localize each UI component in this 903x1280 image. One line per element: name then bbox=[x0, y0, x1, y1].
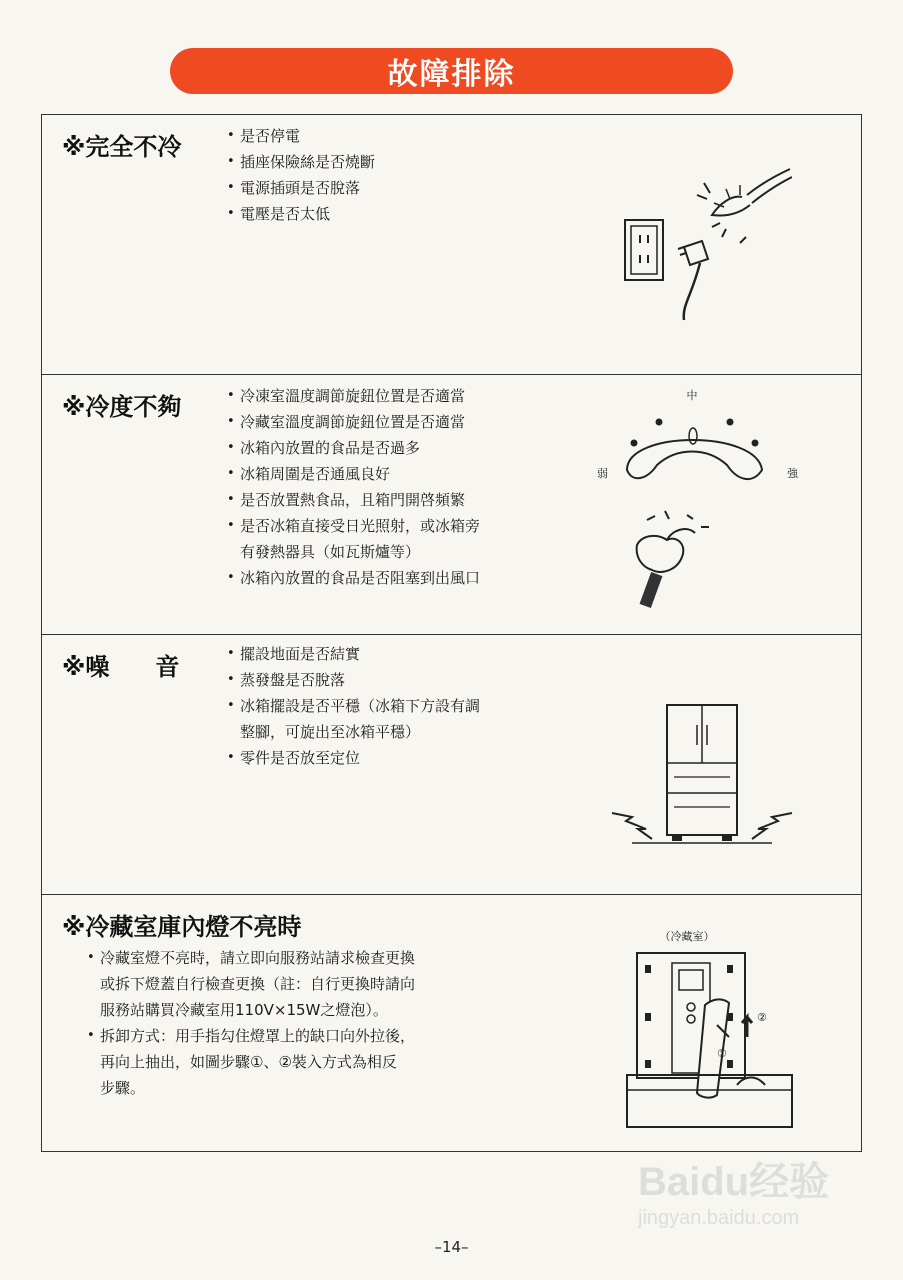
section-heading: ※完全不冷 bbox=[62, 133, 182, 161]
list-item: • 冰箱周圍是否通風良好 bbox=[227, 461, 480, 487]
checklist bbox=[227, 383, 480, 591]
page-title: 故障排除 bbox=[170, 48, 733, 94]
step-2-label: ② bbox=[757, 1011, 767, 1024]
section-insufficient-cooling bbox=[42, 375, 861, 635]
diagram-label: （冷藏室） bbox=[659, 930, 715, 943]
page-number: –14– bbox=[434, 1238, 469, 1256]
section-heading: ※冷藏室庫內燈不亮時 bbox=[62, 913, 302, 941]
step-1-label: ① bbox=[717, 1047, 727, 1060]
list-item: • 冰箱內放置的食品是否阻塞到出風口 bbox=[227, 565, 480, 591]
checklist bbox=[227, 123, 375, 227]
list-item-continued: 或拆下燈蓋自行檢查更換（註：自行更換時請向 bbox=[100, 975, 416, 993]
list-item: • 電源插頭是否脫落 bbox=[227, 175, 375, 201]
list-item-continued: 再向上抽出，如圖步驟①、②裝入方式為相反 bbox=[100, 1053, 397, 1071]
section-heading bbox=[62, 647, 179, 682]
list-item-continued: 步驟。 bbox=[100, 1079, 146, 1097]
instructions bbox=[87, 945, 415, 1101]
list-item: • 是否放置熱食品，且箱門開啓頻繁 bbox=[227, 487, 480, 513]
refrigerator-illustration bbox=[602, 695, 802, 875]
list-item: • 電壓是否太低 bbox=[227, 201, 375, 227]
outlet-plug-illustration bbox=[612, 155, 792, 325]
heading-part: ※噪 bbox=[62, 653, 110, 681]
list-item-continued: 整腳，可旋出至冰箱平穩） bbox=[240, 723, 421, 741]
list-item: • 冷藏室燈不亮時，請立即向服務站請求檢查更換 bbox=[87, 945, 415, 971]
section-no-cooling bbox=[42, 115, 861, 375]
dial-mid-label: 中 bbox=[686, 389, 698, 402]
watermark-url: jingyan.baidu.com bbox=[638, 1207, 800, 1229]
dial-strong-label: 強 bbox=[787, 467, 798, 480]
dial-weak-label: 弱 bbox=[597, 467, 608, 480]
section-lamp-not-lit bbox=[42, 895, 861, 1150]
list-item: • 蒸發盤是否脫落 bbox=[227, 667, 480, 693]
section-noise bbox=[42, 635, 861, 895]
watermark bbox=[638, 1150, 858, 1250]
list-item: • 擺設地面是否結實 bbox=[227, 641, 480, 667]
checklist bbox=[227, 641, 480, 771]
list-item: • 拆卸方式：用手指勾住燈罩上的缺口向外拉後， bbox=[87, 1023, 415, 1049]
list-item-continued: 有發熱器具（如瓦斯爐等） bbox=[240, 543, 421, 561]
lamp-removal-diagram bbox=[617, 925, 817, 1135]
list-item: • 是否冰箱直接受日光照射，或冰箱旁 bbox=[227, 513, 480, 539]
list-item-continued: 服務站購買冷藏室用110V×15W之燈泡）。 bbox=[100, 1001, 388, 1019]
list-item: • 冰箱擺設是否平穩（冰箱下方設有調 bbox=[227, 693, 480, 719]
list-item: • 冰箱內放置的食品是否過多 bbox=[227, 435, 480, 461]
watermark-logo: Baidu经验 bbox=[638, 1160, 830, 1204]
heading-part: 音 bbox=[155, 653, 180, 681]
list-item: • 冷凍室溫度調節旋鈕位置是否適當 bbox=[227, 383, 480, 409]
list-item: • 零件是否放至定位 bbox=[227, 745, 480, 771]
section-heading: ※冷度不夠 bbox=[62, 393, 182, 421]
list-item: • 冷藏室溫度調節旋鈕位置是否適當 bbox=[227, 409, 480, 435]
list-item: • 插座保險絲是否燒斷 bbox=[227, 149, 375, 175]
temperature-dial-illustration bbox=[587, 385, 817, 625]
list-item: • 是否停電 bbox=[227, 123, 375, 149]
troubleshooting-table bbox=[41, 114, 862, 1152]
